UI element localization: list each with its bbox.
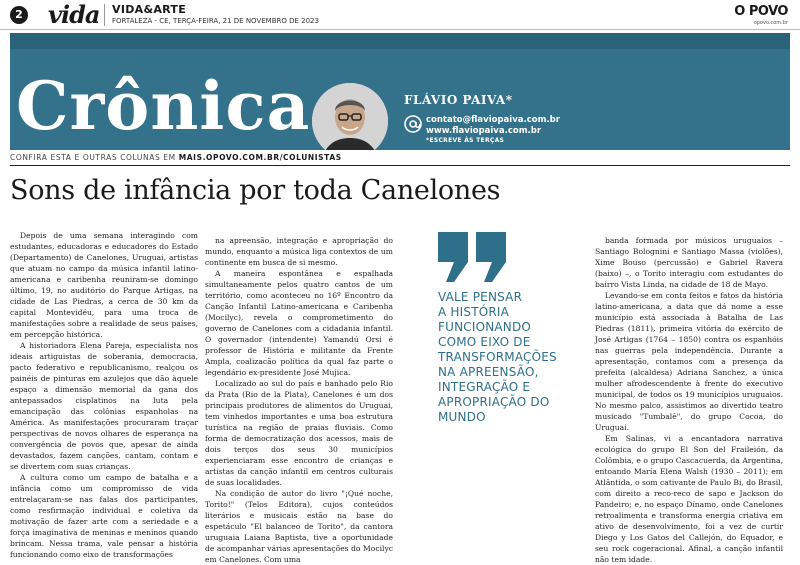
author-photo — [312, 83, 388, 150]
column-title: Crônica — [16, 67, 311, 145]
article-column-2 — [205, 235, 393, 565]
newspaper-url: opovo.com.br — [753, 20, 788, 26]
paragraph: A historiadora Elena Pareja, especialista nos ideais artiguistas de soberania, democracia, pacto federativo e republicanismo, realçou os painéis de pinturas em azulejos que dão àquele espaço a dimensão memorial da gana dos antepassados cisplatinos na luta pela emancipação das colônias espanholas na América. As manifestações procuraram traçar perspectivas de novos olhares de esperança na convergência de povos que, apesar de ainda devastados, fazem canções, cantam, contam e se divertem com suas crianças. — [10, 341, 198, 471]
pull-quote-line: COMO EIXO DE — [438, 335, 531, 349]
paragraph: banda formada por músicos uruguaios – Santiago Bolognini e Santiago Massa (violões), Xime Bouso (percussão) e Gabriel Ravera (baixo) –, o Torito interagiu com estudantes do bairro Vista Linda, na cidade de 18 de Mayo. — [595, 236, 783, 289]
pull-quote-line: APROPRIAÇÃO DO — [438, 395, 550, 409]
divider-rule — [10, 165, 790, 166]
paragraph: Em Salinas, vi a encantadora narrativa ecológica do grupo El Son del Fraileión, da Colômbia, e o grupo Cascacuerda, da Argentina, entoando María Elena Walsh (1930 – 2011); em Atlântida, o som cativante de Paulo Bi, do Brasil, com direito a reco-reco de sapo e Jackson do Pandeiro; e, no espaço Dínamo, onde Canelones retroalimenta e transforma energia criativa em ativo de desenvolvimento, foi a vez de curtir Diego y Los Gatos del Callejón, do Equador, e seu rock cogeracional. Afinal, a canção infantil não tem idade. — [595, 434, 783, 564]
article-column-1 — [10, 230, 198, 560]
paragraph: A maneira espontânea e espalhada simultaneamente pelos quatro cantos de um território, como aconteceu no 16º Encontro da Canção Infantil Latino-americana e Caribenha (Mocilyc), revela o comprometimento do governo de Canelones com a cidadania infantil. O governador (intendente) Yamandú Orsi é professor de História e militante da Frente Ampla, coalizacão política da qual faz parte o legendário ex-presidente José Mujica. — [205, 269, 393, 377]
pull-quote-line: MUNDO — [438, 410, 486, 424]
article-headline: Sons de infância por toda Canelones — [10, 175, 501, 206]
at-sign-icon — [403, 114, 423, 134]
dateline: FORTALEZA - CE, TERÇA-FEIRA, 21 DE NOVEMBRO DE 2023 — [112, 17, 319, 25]
paragraph: Localizado ao sul do país e banhado pelo Rio da Prata (Rio de la Plata), Canelones é um dos principais produtores de alimentos do Uruguai, tem vinhedos importantes e uma boa estrutura turística na região de praias fluviais. Como forma de democratização dos acessos, mais de dois terços dos seus 30 municípios experienciaram esse encontro de crianças e artistas da canção infantil em centros culturais de suas localidades. — [205, 379, 393, 487]
paragraph: na apreensão, integração e apropriação do mundo, enquanto a música liga contextos de um continente em busca de si mesmo. — [205, 236, 393, 267]
header-divider — [104, 4, 105, 26]
more-columns-link[interactable]: MAIS.OPOVO.COM.BR/COLUNISTAS — [178, 153, 342, 162]
pull-quote-line: VALE PENSAR — [438, 290, 523, 304]
article-column-4 — [595, 235, 783, 565]
page-number: 2 — [10, 6, 28, 24]
vida-logo: vida — [48, 0, 100, 29]
author-name: FLÁVIO PAIVA* — [404, 93, 513, 107]
author-website[interactable]: www.flaviopaiva.com.br — [426, 126, 542, 136]
paragraph: Depois de uma semana interagindo com estudantes, educadoras e educadores do Estado (Departamento) de Canelones, Uruguai, artistas que atuam no campo da música infantil latino-americana e caribenha reuniram-se domingo último, 19, no auditório do Parque Artigas, na cidade de Las Piedras, a cerca de 30 km da capital Montevidéu, para uma troca de manifestações sobre a realidade de seus países, em percepção histórica. — [10, 231, 198, 339]
paragraph: A cultura como um campo de batalha e a infância como um compromisso de vida entrelaçaram-se nas falas dos participantes, como resfirmação individual e coletiva da motivação de fazer arte com a seriedade e a força imaginativa de meninas e meninos quando brincam. Nessa trama, vale pensar a história funcionando como eixo de transformações — [10, 473, 198, 559]
column-banner — [10, 33, 790, 150]
paragraph: Levando-se em conta feitos e fatos da história latino-americana, a data que dá nome a esse município está associada à Batalha de Las Piedras (1811), primeira vitória do exército de José Artigas (1764 – 1850) contra os espanhóis nas guerras pela independência. Durante a apresentação, contamos com a presença da prefeita (alcaldesa) Adriana Sanchez, a única mulher afrodescendente à frente do executivo municipal, de todos os 19 municípios uruguaios. No mesmo palco, assistimos ao divertido teatro musicado "Tumbalê", do grupo Cocoa, do Uruguai. — [595, 291, 783, 432]
paragraph: Na condição de autor do livro "¡Qué noche, Torito!" (Telos Editora), cujos conteúdos literários e musicais estão na base do espetáculo "El balanceo de Torito", da cantora uruguaia Laiana Baptista, tive a oportunidade de acompanhar várias apresentações do Mocilyc em Canelones. Com uma — [205, 489, 393, 564]
more-columns-line — [10, 153, 342, 162]
more-columns-text: CONFIRA ESTA E OUTRAS COLUNAS EM — [10, 153, 179, 162]
author-email[interactable]: contato@flaviopaiva.com.br — [426, 115, 560, 125]
newspaper-logo: O POVO — [734, 4, 788, 19]
pull-quote-line: NA APREENSÃO, — [438, 365, 539, 379]
pull-quote-line: A HISTÓRIA — [438, 305, 510, 319]
banner-stripe — [10, 33, 790, 49]
pull-quote-line: INTEGRAÇÃO E — [438, 380, 531, 394]
page-header — [0, 0, 800, 30]
pull-quote-line: FUNCIONANDO — [438, 320, 532, 334]
pull-quote-line: TRANSFORMAÇÕES — [438, 350, 557, 364]
column-schedule-note: *ESCREVE ÀS TERÇAS — [426, 137, 505, 144]
quote-marks-icon — [436, 232, 516, 282]
section-name: VIDA&ARTE — [112, 3, 187, 16]
pull-quote — [438, 290, 588, 425]
